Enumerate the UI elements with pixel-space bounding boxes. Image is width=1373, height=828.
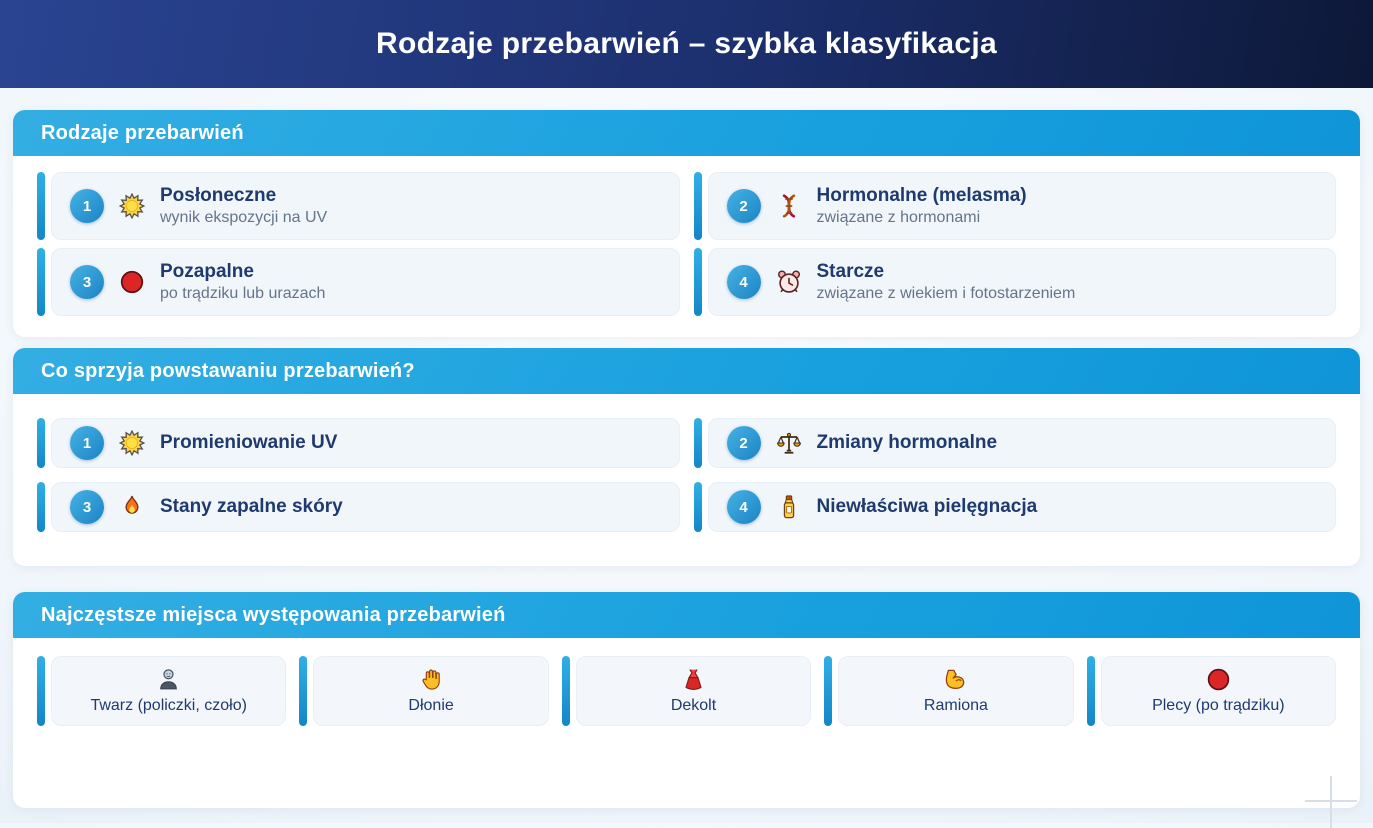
person-bust-icon: [156, 667, 181, 692]
list-item: [694, 248, 1337, 316]
page-title: Rodzaje przebarwień – szybka klasyfikacja: [376, 27, 997, 60]
section-types-body: [13, 156, 1360, 337]
page-header: [0, 0, 1373, 88]
item-subtitle: wynik ekspozycji na UV: [160, 209, 328, 227]
place-card: [1101, 656, 1336, 726]
accent-bar: [37, 418, 45, 468]
number-badge: 1: [70, 189, 104, 223]
item-card: [51, 172, 680, 240]
item-title: Hormonalne (melasma): [816, 184, 1027, 206]
place-label: Plecy (po trądziku): [1152, 697, 1285, 714]
item-subtitle: związane z wiekiem i fotostarzeniem: [816, 285, 1076, 303]
item-card: [51, 482, 680, 532]
item-text: [817, 432, 998, 454]
place-card: [313, 656, 548, 726]
list-item: [694, 172, 1337, 240]
section-causes: [13, 348, 1360, 566]
raised-hand-icon: [419, 667, 444, 692]
sun-icon: [119, 193, 145, 219]
item-text: [160, 432, 337, 454]
item-title: Stany zapalne skóry: [160, 496, 343, 518]
flexed-biceps-icon: [943, 667, 968, 692]
accent-bar: [824, 656, 832, 726]
number-badge: 4: [727, 265, 761, 299]
place-label: Dłonie: [408, 697, 454, 714]
accent-bar: [37, 248, 45, 316]
dress-icon: [681, 667, 706, 692]
accent-bar: [694, 418, 702, 468]
item-text: [817, 261, 1076, 304]
list-item: [37, 418, 680, 468]
place-card: [838, 656, 1073, 726]
item-card: [51, 418, 680, 468]
place-card: [576, 656, 811, 726]
list-item: [37, 482, 680, 532]
accent-bar: [299, 656, 307, 726]
item-card: [708, 418, 1337, 468]
list-item: [694, 482, 1337, 532]
fire-icon: [119, 494, 145, 520]
item-subtitle: po trądziku lub urazach: [160, 285, 326, 303]
accent-bar: [1087, 656, 1095, 726]
list-item: [37, 172, 680, 240]
list-item: [37, 656, 286, 726]
item-text: [160, 185, 327, 228]
list-item: [694, 418, 1337, 468]
item-title: Niewłaściwa pielęgnacja: [816, 496, 1038, 518]
item-card: [708, 482, 1337, 532]
item-subtitle: związane z hormonami: [816, 209, 981, 227]
sun-icon: [119, 430, 145, 456]
lotion-bottle-icon: [776, 494, 802, 520]
section-causes-header: [13, 348, 1360, 394]
item-text: [160, 261, 325, 304]
item-text: [817, 496, 1038, 518]
place-card: [51, 656, 286, 726]
section-locations-body: [13, 638, 1360, 808]
accent-bar: [37, 172, 45, 240]
red-circle-icon: [119, 269, 145, 295]
list-item: [299, 656, 548, 726]
accent-bar: [37, 656, 45, 726]
section-locations: [13, 592, 1360, 808]
section-causes-title: Co sprzyja powstawaniu przebarwień?: [41, 359, 415, 382]
section-types-title: Rodzaje przebarwień: [41, 121, 244, 144]
content: [0, 88, 1373, 808]
accent-bar: [562, 656, 570, 726]
section-causes-body: [13, 394, 1360, 566]
section-types: [13, 110, 1360, 337]
list-item: [824, 656, 1073, 726]
number-badge: 2: [727, 189, 761, 223]
crosshair-icon: [1305, 776, 1357, 828]
item-title: Starcze: [816, 260, 885, 282]
dna-icon: [776, 193, 802, 219]
list-item: [1087, 656, 1336, 726]
section-types-header: [13, 110, 1360, 156]
list-item: [562, 656, 811, 726]
item-text: [160, 496, 343, 518]
item-text: [817, 185, 1027, 228]
section-locations-header: [13, 592, 1360, 638]
number-badge: 4: [727, 490, 761, 524]
alarm-clock-icon: [776, 269, 802, 295]
place-label: Twarz (policzki, czoło): [90, 697, 247, 714]
item-title: Zmiany hormonalne: [816, 432, 998, 454]
section-locations-title: Najczęstsze miejsca występowania przebarwień: [41, 603, 506, 626]
item-title: Posłoneczne: [160, 184, 277, 206]
scales-icon: [776, 430, 802, 456]
place-label: Dekolt: [670, 697, 717, 714]
number-badge: 3: [70, 265, 104, 299]
red-circle-icon: [1206, 667, 1231, 692]
list-item: [37, 248, 680, 316]
accent-bar: [694, 172, 702, 240]
item-title: Promieniowanie UV: [160, 432, 338, 454]
accent-bar: [694, 482, 702, 532]
number-badge: 1: [70, 426, 104, 460]
item-card: [708, 172, 1337, 240]
accent-bar: [37, 482, 45, 532]
number-badge: 3: [70, 490, 104, 524]
number-badge: 2: [727, 426, 761, 460]
place-label: Ramiona: [923, 697, 988, 714]
item-card: [708, 248, 1337, 316]
item-title: Pozapalne: [160, 260, 254, 282]
accent-bar: [694, 248, 702, 316]
item-card: [51, 248, 680, 316]
